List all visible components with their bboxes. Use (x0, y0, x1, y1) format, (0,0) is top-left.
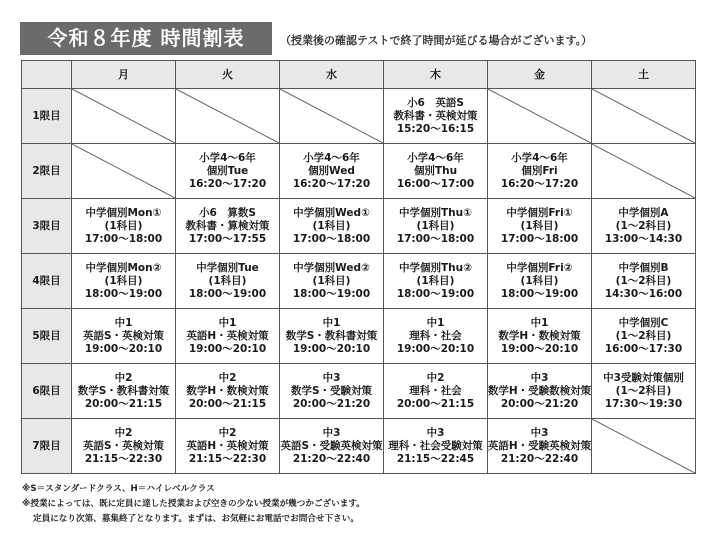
day-header: 火 (176, 61, 280, 89)
class-slot-line: 17:00～18:00 (396, 232, 475, 245)
period-label: 5限目 (22, 309, 72, 364)
class-slot-line: 17:00～17:55 (188, 232, 267, 245)
class-slot-line: 数学H・数検対策 (498, 329, 581, 342)
class-slot-line: (1～2科目) (615, 274, 672, 287)
class-slot (384, 144, 488, 199)
class-slot-line: 中学個別Mon② (85, 261, 162, 274)
class-slot-line: 中1 (322, 316, 341, 329)
class-slot-line: 中学個別Wed② (293, 261, 370, 274)
class-slot-line: 18:00～19:00 (396, 287, 475, 300)
period-label: 3限目 (22, 199, 72, 254)
class-slot (488, 309, 592, 364)
class-slot-line: 中3 (322, 371, 341, 384)
class-slot-line: 中学個別B (618, 261, 669, 274)
class-slot (384, 254, 488, 309)
class-slot-line: (1～2科目) (615, 219, 672, 232)
class-slot (488, 419, 592, 474)
class-slot-line: 17:00～18:00 (84, 232, 163, 245)
empty-slot (280, 89, 384, 144)
class-slot (176, 419, 280, 474)
class-slot-line: 中学個別Fri① (506, 206, 573, 219)
class-slot (72, 254, 176, 309)
class-slot (176, 144, 280, 199)
class-slot (176, 309, 280, 364)
class-slot (384, 419, 488, 474)
period-label: 1限目 (22, 89, 72, 144)
class-slot-line: 英語H・受験英検対策 (488, 439, 592, 452)
class-slot-line: 小学4～6年 (407, 151, 464, 164)
class-slot-line: 19:00～20:10 (292, 342, 371, 355)
class-slot (72, 364, 176, 419)
class-slot-line: 数学S・教科書対策 (285, 329, 378, 342)
class-slot-line: 20:00～21:15 (84, 397, 163, 410)
class-slot-line: 英語H・英検対策 (186, 329, 269, 342)
class-slot-line: (1科目) (312, 219, 351, 232)
class-slot-line: 中学個別Thu① (398, 206, 472, 219)
class-slot-line: 個別Fri (521, 164, 558, 177)
class-slot-line: 21:15～22:30 (84, 452, 163, 465)
footnotes (22, 482, 365, 527)
empty-slot-slash (488, 89, 591, 143)
class-slot-line: 21:20～22:40 (500, 452, 579, 465)
class-slot-line: 理科・社会 (409, 329, 462, 342)
class-slot (280, 144, 384, 199)
class-slot-line: 19:00～20:10 (500, 342, 579, 355)
empty-slot (176, 89, 280, 144)
class-slot-line: 教科書・英検対策 (393, 109, 478, 122)
class-slot-line: 中1 (114, 316, 133, 329)
class-slot (280, 309, 384, 364)
empty-slot (488, 89, 592, 144)
class-slot-line: 中学個別Fri② (506, 261, 573, 274)
class-slot-line: 英語S・英検対策 (82, 329, 165, 342)
class-slot-line: (1～2科目) (615, 329, 672, 342)
empty-slot-slash (176, 89, 279, 143)
period-label: 4限目 (22, 254, 72, 309)
class-slot (384, 309, 488, 364)
class-slot-line: 中2 (218, 371, 237, 384)
class-slot-line: 中3 (530, 371, 549, 384)
class-slot-line: (1科目) (312, 274, 351, 287)
class-slot (592, 364, 696, 419)
class-slot-line: 小学4～6年 (199, 151, 256, 164)
empty-slot (592, 144, 696, 199)
class-slot-line: (1科目) (104, 219, 143, 232)
empty-slot-slash (72, 89, 175, 143)
class-slot-line: 小学4～6年 (511, 151, 568, 164)
class-slot-line: 中2 (114, 371, 133, 384)
class-slot-line: 13:00～14:30 (604, 232, 683, 245)
class-slot-line: 中1 (218, 316, 237, 329)
class-slot-line: (1科目) (104, 274, 143, 287)
empty-slot (592, 89, 696, 144)
day-header: 木 (384, 61, 488, 89)
class-slot-line: 18:00～19:00 (500, 287, 579, 300)
empty-slot-slash (592, 89, 695, 143)
class-slot (592, 309, 696, 364)
footnote-class-legend: ※S＝スタンダードクラス、H＝ハイレベルクラス (22, 484, 215, 494)
class-slot-line: 中2 (218, 426, 237, 439)
class-slot-line: (1科目) (416, 219, 455, 232)
class-slot (488, 199, 592, 254)
class-slot-line: 16:20～17:20 (292, 177, 371, 190)
class-slot (72, 419, 176, 474)
class-slot (592, 254, 696, 309)
class-slot-line: 教科書・算検対策 (185, 219, 270, 232)
page-subtitle: （授業後の確認テストで終了時間が延びる場合がございます。） (280, 34, 593, 47)
class-slot-line: 中2 (426, 371, 445, 384)
class-slot-line: 小学4～6年 (303, 151, 360, 164)
day-header: 金 (488, 61, 592, 89)
class-slot-line: 中学個別A (618, 206, 669, 219)
class-slot-line: 英語S・受験英検対策 (280, 439, 383, 452)
class-slot (176, 199, 280, 254)
header-corner (22, 61, 72, 89)
empty-slot (72, 89, 176, 144)
class-slot (176, 364, 280, 419)
class-slot-line: (1科目) (208, 274, 247, 287)
class-slot-line: 14:30～16:00 (604, 287, 683, 300)
class-slot (176, 254, 280, 309)
class-slot (384, 364, 488, 419)
class-slot-line: 16:00～17:30 (604, 342, 683, 355)
class-slot (280, 199, 384, 254)
class-slot-line: 英語H・英検対策 (186, 439, 269, 452)
class-slot (592, 199, 696, 254)
class-slot-line: 英語S・英検対策 (82, 439, 165, 452)
day-header: 月 (72, 61, 176, 89)
class-slot (384, 89, 488, 144)
class-slot-line: 個別Tue (206, 164, 249, 177)
class-slot-line: 21:15～22:30 (188, 452, 267, 465)
class-slot-line: 15:20～16:15 (396, 122, 475, 135)
class-slot (280, 254, 384, 309)
class-slot-line: 中学個別C (618, 316, 669, 329)
class-slot (488, 144, 592, 199)
empty-slot-slash (592, 144, 695, 198)
class-slot-line: 数学H・受験数検対策 (488, 384, 592, 397)
class-slot-line: 19:00～20:10 (188, 342, 267, 355)
empty-slot-slash (72, 144, 175, 198)
day-header: 土 (592, 61, 696, 89)
class-slot (280, 364, 384, 419)
class-slot (488, 364, 592, 419)
class-slot-line: 中1 (426, 316, 445, 329)
class-slot-line: (1科目) (416, 274, 455, 287)
class-slot-line: 個別Wed (308, 164, 355, 177)
class-slot (384, 199, 488, 254)
class-slot-line: 19:00～20:10 (84, 342, 163, 355)
class-slot (280, 419, 384, 474)
class-slot-line: 小6 算数S (199, 206, 256, 219)
class-slot-line: 小6 英語S (407, 96, 464, 109)
class-slot-line: 中学個別Thu② (398, 261, 472, 274)
empty-slot (592, 419, 696, 474)
class-slot-line: 16:20～17:20 (188, 177, 267, 190)
class-slot-line: 17:00～18:00 (500, 232, 579, 245)
class-slot-line: 理科・社会受験対策 (388, 439, 483, 452)
class-slot-line: 16:20～17:20 (500, 177, 579, 190)
class-slot-line: 18:00～19:00 (292, 287, 371, 300)
period-label: 6限目 (22, 364, 72, 419)
class-slot-line: 中3 (426, 426, 445, 439)
class-slot-line: 数学H・数検対策 (186, 384, 269, 397)
class-slot-line: 16:00～17:00 (396, 177, 475, 190)
class-slot-line: 中学個別Mon① (85, 206, 162, 219)
footnote-capacity: ※授業によっては、既に定員に達した授業および空きの少ない授業が幾つかございます。 (22, 499, 365, 509)
empty-slot (72, 144, 176, 199)
class-slot-line: 個別Thu (413, 164, 458, 177)
class-slot-line: 18:00～19:00 (84, 287, 163, 300)
class-slot-line: 20:00～21:15 (188, 397, 267, 410)
timetable (21, 60, 696, 474)
class-slot-line: 21:15～22:45 (396, 452, 475, 465)
class-slot (488, 254, 592, 309)
class-slot-line: 18:00～19:00 (188, 287, 267, 300)
class-slot-line: 中3 (322, 426, 341, 439)
class-slot-line: 20:00～21:15 (396, 397, 475, 410)
page-title: 令和８年度 時間割表 (20, 22, 272, 55)
class-slot-line: 中1 (530, 316, 549, 329)
period-label: 2限目 (22, 144, 72, 199)
class-slot-line: 中3 (530, 426, 549, 439)
class-slot-line: 17:00～18:00 (292, 232, 371, 245)
class-slot-line: 中2 (114, 426, 133, 439)
period-label: 7限目 (22, 419, 72, 474)
class-slot-line: 20:00～21:20 (292, 397, 371, 410)
class-slot-line: (1科目) (520, 274, 559, 287)
class-slot-line: 中3受験対策個別 (603, 371, 684, 384)
class-slot-line: 理科・社会 (409, 384, 462, 397)
class-slot-line: 中学個別Tue (196, 261, 259, 274)
class-slot-line: 中学個別Wed① (293, 206, 370, 219)
empty-slot-slash (592, 419, 695, 473)
class-slot-line: 数学S・受験対策 (290, 384, 373, 397)
empty-slot-slash (280, 89, 383, 143)
class-slot-line: 19:00～20:10 (396, 342, 475, 355)
day-header: 水 (280, 61, 384, 89)
class-slot-line: 数学S・教科書対策 (77, 384, 170, 397)
class-slot-line: (1科目) (520, 219, 559, 232)
class-slot-line: 20:00～21:20 (500, 397, 579, 410)
class-slot-line: (1～2科目) (615, 384, 672, 397)
class-slot (72, 309, 176, 364)
class-slot-line: 17:30～19:30 (604, 397, 683, 410)
class-slot-line: 21:20～22:40 (292, 452, 371, 465)
footnote-contact: 定員になり次第、募集終了となります。まずは、お気軽にお電話でお問合せ下さい。 (33, 514, 359, 524)
class-slot (72, 199, 176, 254)
